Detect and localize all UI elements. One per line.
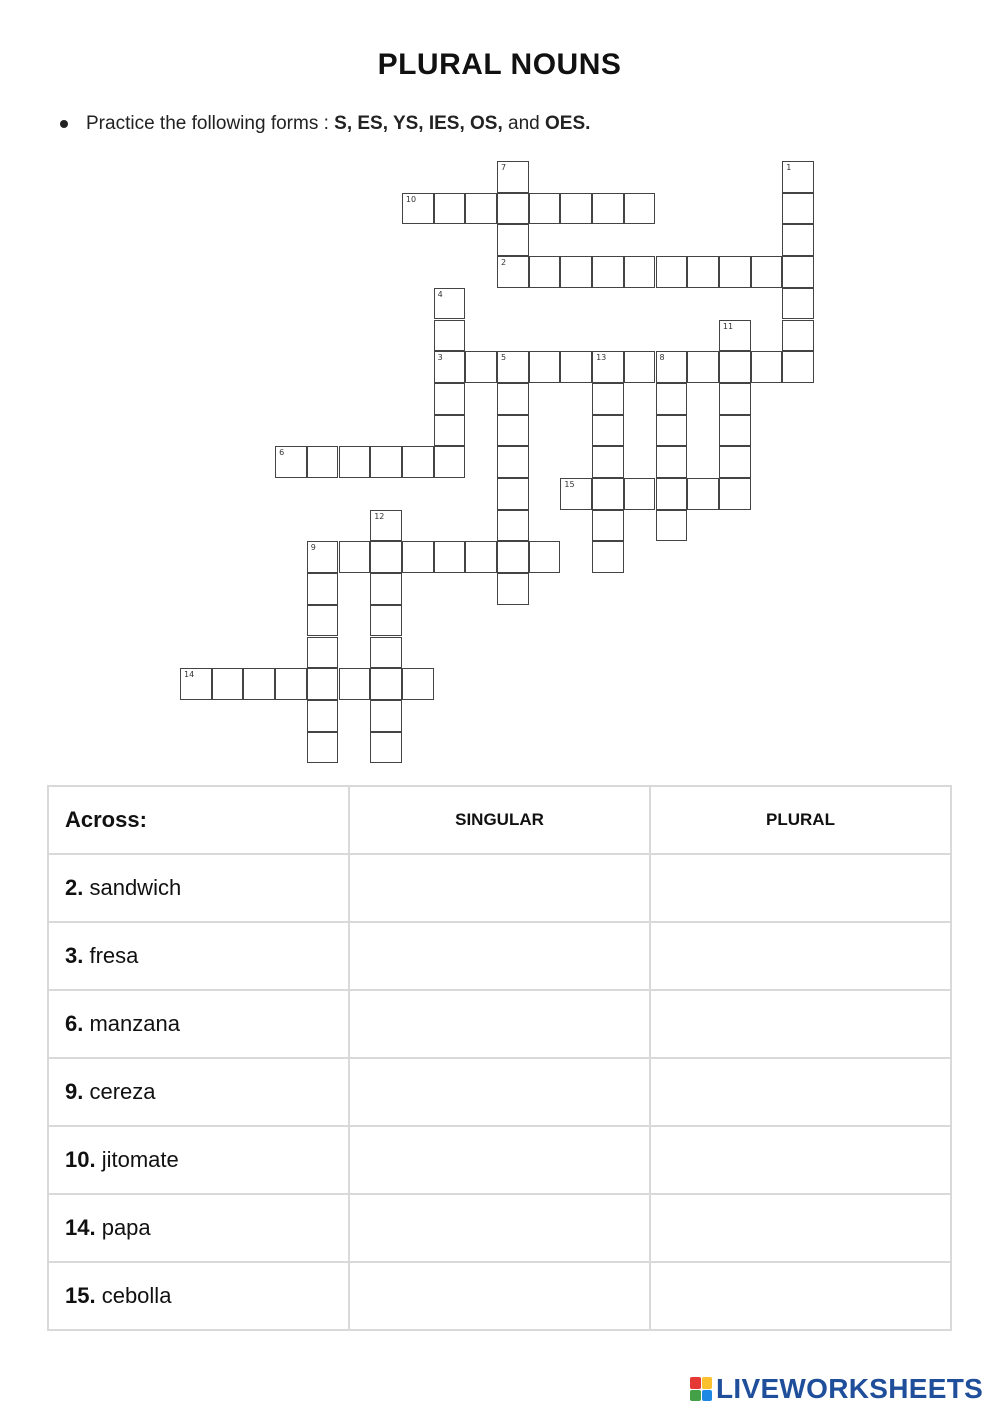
- crossword-cell[interactable]: [656, 351, 688, 383]
- plural-answer-cell[interactable]: [650, 990, 951, 1058]
- crossword-cell[interactable]: [370, 700, 402, 732]
- crossword-clue-number: 9: [310, 543, 316, 553]
- crossword-cell[interactable]: [307, 732, 339, 764]
- liveworksheets-logo-icon: [690, 1377, 712, 1401]
- crossword-cell[interactable]: [465, 351, 497, 383]
- crossword-cell[interactable]: [402, 541, 434, 573]
- table-row: [48, 922, 951, 990]
- crossword-cell[interactable]: [465, 541, 497, 573]
- clue-number: 9.: [65, 1079, 84, 1104]
- clue-cell: [48, 990, 349, 1058]
- clue-word: sandwich: [83, 875, 182, 900]
- header-across: Across:: [48, 786, 349, 854]
- crossword-cell[interactable]: [624, 351, 656, 383]
- plural-answer-cell[interactable]: [650, 1058, 951, 1126]
- crossword-cell[interactable]: [370, 637, 402, 669]
- clue-cell: [48, 1126, 349, 1194]
- crossword-cell[interactable]: [497, 541, 529, 573]
- crossword-cell[interactable]: [434, 320, 466, 352]
- header-singular: SINGULAR: [349, 786, 650, 854]
- logo-icon-tile: [690, 1377, 701, 1389]
- crossword-cell[interactable]: [497, 415, 529, 447]
- crossword-cell[interactable]: [434, 288, 466, 320]
- crossword-cell[interactable]: [434, 446, 466, 478]
- crossword-clue-number: 7: [501, 163, 507, 172]
- crossword-cell[interactable]: [497, 573, 529, 605]
- crossword-cell[interactable]: [339, 541, 371, 573]
- clue-word: fresa: [83, 943, 139, 968]
- crossword-cell[interactable]: [434, 351, 466, 383]
- crossword-cell[interactable]: [339, 446, 371, 478]
- crossword-cell[interactable]: [307, 573, 339, 605]
- crossword-cell[interactable]: [656, 415, 688, 447]
- crossword-cell[interactable]: [497, 478, 529, 510]
- clue-word: jitomate: [95, 1147, 179, 1172]
- crossword-cell[interactable]: [624, 256, 656, 288]
- crossword-clue-number: 12: [374, 511, 385, 521]
- instructions-prefix: Practice the following forms :: [86, 113, 335, 134]
- singular-answer-cell[interactable]: [349, 1058, 650, 1126]
- crossword-cell[interactable]: [687, 478, 719, 510]
- crossword-cell[interactable]: [370, 446, 402, 478]
- crossword-cell[interactable]: [592, 510, 624, 542]
- crossword-cell[interactable]: [307, 541, 339, 573]
- crossword-clue-number: 3: [437, 353, 443, 363]
- crossword-cell[interactable]: [560, 478, 592, 510]
- crossword-cell[interactable]: [370, 510, 402, 542]
- crossword-clue-number: 11: [722, 321, 734, 331]
- crossword-cell[interactable]: [497, 383, 529, 415]
- crossword-cell[interactable]: [402, 193, 434, 225]
- crossword-cell[interactable]: [497, 161, 529, 193]
- table-row: [48, 1058, 951, 1126]
- singular-answer-cell[interactable]: [349, 1126, 650, 1194]
- crossword-cell[interactable]: [560, 256, 592, 288]
- crossword-cell[interactable]: [243, 668, 275, 700]
- crossword-cell[interactable]: [782, 161, 814, 193]
- table-row: [48, 1126, 951, 1194]
- crossword-cell[interactable]: [719, 415, 751, 447]
- clue-number: 6.: [65, 1011, 84, 1036]
- header-plural: PLURAL: [650, 786, 951, 854]
- crossword-cell[interactable]: [719, 446, 751, 478]
- crossword-cell[interactable]: [275, 668, 307, 700]
- crossword-cell[interactable]: [434, 193, 466, 225]
- table-row: [48, 854, 951, 922]
- crossword-cell[interactable]: [592, 351, 624, 383]
- crossword-cell[interactable]: [782, 351, 814, 383]
- clue-cell: [48, 1194, 349, 1262]
- worksheet-title: PLURAL NOUNS: [377, 48, 622, 81]
- crossword-cell[interactable]: [275, 446, 307, 478]
- clue-word: manzana: [83, 1011, 180, 1036]
- crossword-cell[interactable]: [497, 224, 529, 256]
- crossword-cell[interactable]: [529, 256, 561, 288]
- logo-icon-tile: [690, 1390, 701, 1402]
- crossword-cell[interactable]: [719, 351, 751, 383]
- crossword-cell[interactable]: [402, 446, 434, 478]
- crossword-cell[interactable]: [782, 193, 814, 225]
- crossword-cell[interactable]: [751, 256, 783, 288]
- clue-number: 2.: [65, 875, 84, 900]
- crossword-cell[interactable]: [434, 415, 466, 447]
- crossword-cell[interactable]: [434, 541, 466, 573]
- crossword-cell[interactable]: [687, 256, 719, 288]
- crossword-cell[interactable]: [434, 383, 466, 415]
- instructions-forms: S, ES, YS, IES, OS,: [334, 113, 503, 134]
- instructions-connector: and: [502, 113, 546, 134]
- logo-text: LIVEWORKSHEETS: [716, 1373, 984, 1404]
- table-row: [48, 1194, 951, 1262]
- crossword-cell[interactable]: [656, 446, 688, 478]
- crossword-cell[interactable]: [212, 668, 244, 700]
- singular-answer-cell[interactable]: [349, 1262, 650, 1330]
- crossword-cell[interactable]: [592, 478, 624, 510]
- table-row: [48, 990, 951, 1058]
- crossword-cell[interactable]: [370, 668, 402, 700]
- crossword-cell[interactable]: [497, 193, 529, 225]
- clue-number: 15.: [65, 1283, 96, 1308]
- crossword-cell[interactable]: [656, 256, 688, 288]
- singular-answer-cell[interactable]: [349, 1194, 650, 1262]
- bullet-icon: [60, 120, 68, 128]
- crossword-cell[interactable]: [307, 446, 339, 478]
- crossword-cell[interactable]: [656, 383, 688, 415]
- crossword-cell[interactable]: [719, 320, 751, 352]
- crossword-clue-number: 5: [501, 353, 507, 363]
- crossword-cell[interactable]: [592, 446, 624, 478]
- crossword-clue-number: 2: [501, 258, 507, 268]
- clue-cell: [48, 1058, 349, 1126]
- clue-word: cebolla: [95, 1283, 172, 1308]
- crossword-cell[interactable]: [370, 541, 402, 573]
- crossword-cell[interactable]: [307, 605, 339, 637]
- crossword-clue-number: 13: [596, 353, 607, 363]
- crossword-clue-number: 4: [437, 289, 443, 299]
- crossword-cell[interactable]: [751, 351, 783, 383]
- crossword-clue-number: 10: [405, 194, 417, 204]
- logo-icon-tile: [702, 1377, 713, 1389]
- plural-answer-cell[interactable]: [650, 922, 951, 990]
- clue-number: 3.: [65, 943, 84, 968]
- crossword-cell[interactable]: [497, 256, 529, 288]
- crossword-cell[interactable]: [560, 351, 592, 383]
- clue-word: papa: [95, 1215, 151, 1240]
- crossword-cell[interactable]: [307, 637, 339, 669]
- crossword-cell[interactable]: [497, 351, 529, 383]
- crossword-cell[interactable]: [402, 668, 434, 700]
- crossword-cell[interactable]: [370, 573, 402, 605]
- crossword-cell[interactable]: [782, 320, 814, 352]
- crossword-cell[interactable]: [719, 256, 751, 288]
- crossword-cell[interactable]: [529, 541, 561, 573]
- clue-number: 14.: [65, 1215, 96, 1240]
- crossword-cell[interactable]: [307, 700, 339, 732]
- crossword-cell[interactable]: [529, 351, 561, 383]
- crossword-cell[interactable]: [624, 193, 656, 225]
- crossword-cell[interactable]: [370, 605, 402, 637]
- crossword-cell[interactable]: [592, 383, 624, 415]
- crossword-cell[interactable]: [497, 510, 529, 542]
- plural-answer-cell[interactable]: [650, 1194, 951, 1262]
- crossword-cell[interactable]: [656, 478, 688, 510]
- crossword-clue-number: 8: [659, 353, 665, 363]
- crossword-cell[interactable]: [782, 256, 814, 288]
- crossword-cell[interactable]: [592, 256, 624, 288]
- crossword-clue-number: 1: [786, 163, 792, 172]
- crossword-cell[interactable]: [687, 351, 719, 383]
- crossword-cell[interactable]: [656, 510, 688, 542]
- answers-table: [47, 785, 952, 1331]
- crossword-cell[interactable]: [497, 446, 529, 478]
- instructions-last-form: OES.: [545, 113, 591, 134]
- plural-answer-cell[interactable]: [650, 1126, 951, 1194]
- clue-number: 10.: [65, 1147, 96, 1172]
- crossword-cell[interactable]: [592, 193, 624, 225]
- clue-word: cereza: [83, 1079, 156, 1104]
- instructions: [60, 113, 590, 135]
- crossword-cell[interactable]: [719, 383, 751, 415]
- clue-cell: [48, 922, 349, 990]
- singular-answer-cell[interactable]: [349, 990, 650, 1058]
- clue-cell: [48, 854, 349, 922]
- crossword-cell[interactable]: [560, 193, 592, 225]
- crossword-cell[interactable]: [782, 224, 814, 256]
- crossword-cell[interactable]: [624, 478, 656, 510]
- crossword-clue-number: 15: [564, 480, 575, 489]
- plural-answer-cell[interactable]: [650, 854, 951, 922]
- table-header-row: [48, 786, 951, 854]
- plural-answer-cell[interactable]: [650, 1262, 951, 1330]
- singular-answer-cell[interactable]: [349, 854, 650, 922]
- crossword-cell[interactable]: [592, 415, 624, 447]
- crossword-cell[interactable]: [339, 668, 371, 700]
- clue-cell: [48, 1262, 349, 1330]
- crossword-cell[interactable]: [307, 668, 339, 700]
- crossword-cell[interactable]: [180, 668, 212, 700]
- crossword-cell[interactable]: [465, 193, 497, 225]
- logo-icon-tile: [702, 1390, 713, 1402]
- crossword-clue-number: 6: [279, 448, 285, 458]
- crossword-cell[interactable]: [529, 193, 561, 225]
- liveworksheets-logo: [690, 1374, 983, 1404]
- crossword-cell[interactable]: [370, 732, 402, 764]
- crossword-cell[interactable]: [782, 288, 814, 320]
- singular-answer-cell[interactable]: [349, 922, 650, 990]
- crossword-clue-number: 14: [184, 670, 195, 680]
- crossword-cell[interactable]: [592, 541, 624, 573]
- table-row: [48, 1262, 951, 1330]
- crossword-cell[interactable]: [719, 478, 751, 510]
